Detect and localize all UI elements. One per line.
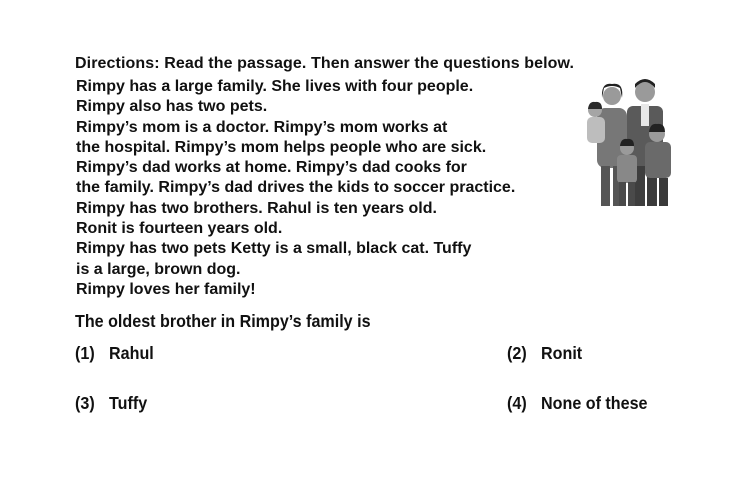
passage	[76, 77, 515, 300]
passage-line: Rimpy has a large family. She lives with four people.	[76, 78, 474, 95]
option-label: Rahul	[109, 343, 154, 363]
option-4[interactable]	[507, 393, 648, 414]
passage-line: Rimpy has two brothers. Rahul is ten years old.	[76, 199, 437, 217]
option-number: (1)	[75, 343, 95, 363]
directions-text: Directions: Read the passage. Then answer the questions below.	[75, 55, 575, 72]
passage-line: Rimpy loves her family!	[76, 280, 256, 298]
passage-line: the family. Rimpy’s dad drives the kids to soccer practice.	[76, 179, 516, 197]
passage-line: Rimpy’s mom is a doctor. Rimpy’s mom works at	[76, 118, 448, 136]
passage-line: the hospital. Rimpy’s mom helps people who are sick.	[76, 138, 487, 156]
option-1[interactable]	[75, 343, 154, 364]
passage-line: Ronit is fourteen years old.	[76, 220, 283, 238]
option-2[interactable]	[507, 343, 582, 364]
option-number: (3)	[75, 393, 95, 413]
passage-line: Rimpy also has two pets.	[76, 98, 268, 116]
option-label: None of these	[541, 393, 648, 413]
option-label: Tuffy	[109, 393, 148, 413]
option-number: (4)	[507, 393, 527, 413]
question-text: The oldest brother in Rimpy’s family is	[75, 311, 371, 331]
passage-line: Rimpy has two pets Ketty is a small, black cat. Tuffy	[76, 240, 472, 258]
passage-line: is a large, brown dog.	[76, 260, 241, 278]
family-illustration	[575, 74, 685, 208]
option-number: (2)	[507, 343, 527, 363]
passage-line: Rimpy’s dad works at home. Rimpy’s dad cooks for	[76, 159, 467, 177]
option-label: Ronit	[541, 343, 583, 363]
option-3[interactable]	[75, 393, 147, 414]
